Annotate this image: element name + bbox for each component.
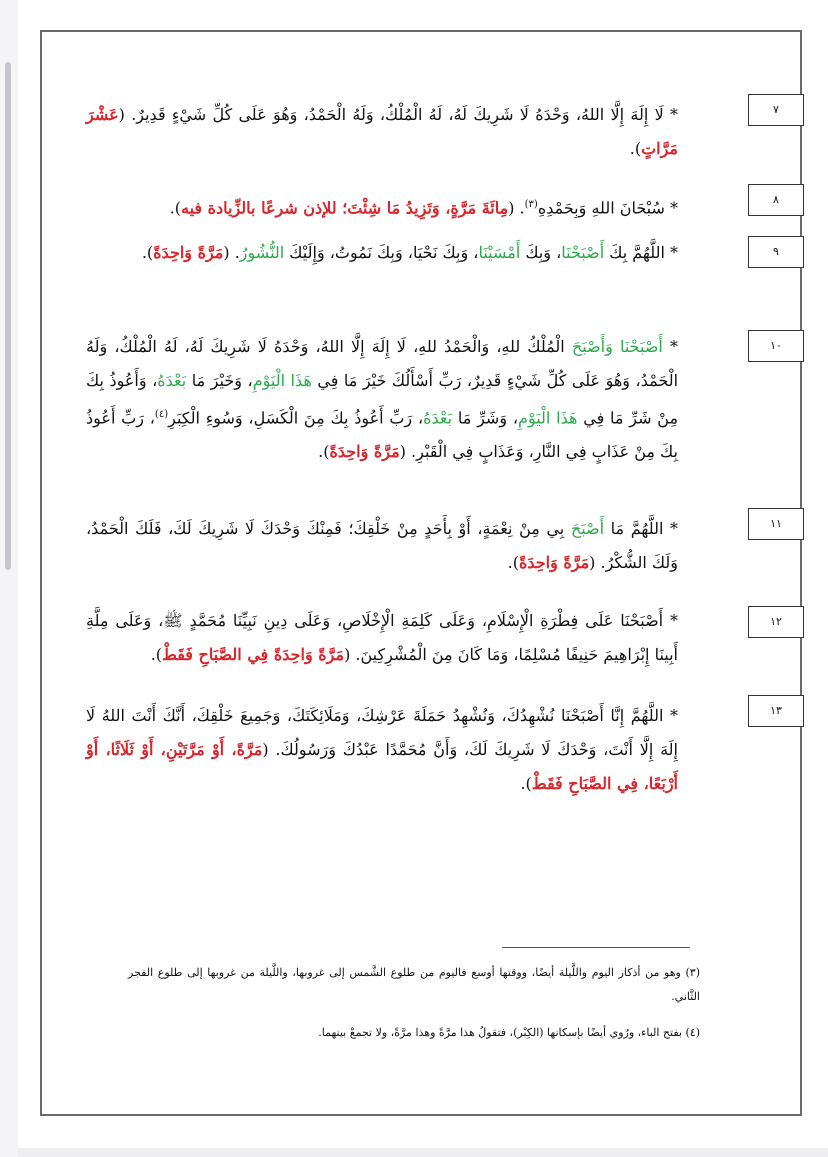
entry-text: * سُبْحَانَ اللهِ وَبِحَمْدِهِ [537,198,678,218]
entry-text: * [662,337,679,356]
entry-number-8: ٨ [748,184,804,216]
entry-text: ، رَبِّ أَعُوذُ بِكَ مِنْ عَذَابٍ فِي النَّارِ، وَعَذَابٍ فِي الْقَبْرِ. ( [86,408,678,462]
entry-number-11: ١١ [748,508,804,540]
entry-number-7: ٧ [748,94,804,126]
repeat-instruction: مَرَّةً وَاحِدَةً [518,553,590,572]
entry-text: الْمُلْكُ للهِ، وَالْحَمْدُ للهِ، لَا إِلَهَ إِلَّا اللهُ، وَحْدَهُ لَا شَرِيكَ لَهُ، لَهُ الْمُلْكُ، وَلَهُ الْحَمْدُ، وَهُوَ عَلَى كُلِّ شَيْءٍ قَدِيرٌ، رَبِّ أَسْأَلُكَ خَيْرَ مَا فِي [86,337,679,390]
scrollbar[interactable] [0,0,18,1157]
entry-text: ). [169,198,181,218]
entry-number-9: ٩ [748,236,804,268]
footnote-ref-3[interactable]: (٣) [524,199,538,210]
entry-text: ). [141,243,154,262]
entry-text: ، وَأَعُوذُ بِكَ مِنْ شَرِّ مَا فِي [86,371,679,428]
entry-text: * أَصْبَحْنَا عَلَى فِطْرَةِ الْإِسْلَامِ، وَعَلَى كَلِمَةِ الْإِخْلَاصِ، وَعَلَى دِينِ نَبِيِّنَا مُحَمَّدٍ ﷺ، وَعَلَى مِلَّةِ أَبِينَا إِبْرَاهِيمَ حَنِيفًا مُسْلِمًا، وَمَا كَانَ مِنَ الْمُشْرِكِينَ. ( [86,611,678,664]
footnote-divider [502,947,690,948]
highlight-word: بَعْدَهُ [423,408,453,428]
footnote-3: (٣) وهو من أذكار اليوم واللَّيلة أيضًا، ووقتها أوسع فاليوم من طلوع الشَّمس إلى غروبها، واللَّيلة من غروبها إلى طلوع الفجر الثَّاني. [128,966,700,1003]
entry-text: ، وَشَرِّ مَا [452,408,519,428]
scrollbar-thumb[interactable] [5,62,11,570]
entry-text: ، رَبِّ أَعُوذُ بِكَ مِنَ الْكَسَلِ، وَسُوءِ الْكِبَرِ [168,408,424,428]
footnote-4: (٤) بفتح الباء، ورُوي أيضًا بإسكانها (الكِبْر)، فتقولُ هذا مرَّةً وهذا مرَّةً، ولا تجمعْ بينهما. [318,1026,700,1039]
entry-10 [86,330,678,469]
highlight-word: أَصْبَحْنَا [561,243,605,262]
entry-text: ). [318,442,330,462]
highlight-word: هَذَا الْيَوْمِ [252,371,312,390]
highlight-word: هَذَا الْيَوْمِ [518,408,578,428]
entry-text: . ( [223,243,240,262]
highlight-word: بَعْدَهُ [157,371,187,390]
entry-text: بِي مِنْ نِعْمَةٍ، أَوْ بِأَحَدٍ مِنْ خَلْقِكَ؛ فَمِنْكَ وَحْدَكَ لَا شَرِيكَ لَكَ، فَلَكَ الْحَمْدُ، وَلَكَ الشُّكْرُ. ( [86,519,678,572]
entry-text: ). [629,139,642,158]
entry-text: ، وَبِكَ نَحْيَا، وَبِكَ نَمُوتُ، وَإِلَيْكَ [284,243,479,262]
entry-text: ). [520,774,532,793]
entry-text: * اللَّهُمَّ إِنَّا أَصْبَحْنَا نُشْهِدُكَ، وَنُشْهِدُ حَمَلَةَ عَرْشِكَ، وَمَلَائِكَتَكَ، وَجَمِيعَ خَلْقِكَ، أَنَّكَ أَنْتَ اللهُ لَا إِلَهَ إِلَّا أَنْتَ، وَحْدَكَ لَا شَرِيكَ لَكَ، وَأَنَّ مُحَمَّدًا عَبْدُكَ وَرَسُولُكَ. ( [86,706,679,759]
footnote-ref-4[interactable]: (٤) [154,409,169,420]
repeat-instruction: عَشْرَ مَرَّاتٍ [86,105,678,158]
entry-text: ). [507,553,519,572]
highlight-word: النُّشُورُ [239,243,285,262]
entry-text: ، وَخَيْرَ مَا [186,371,253,390]
entry-12 [86,604,678,672]
entry-7 [86,98,678,166]
entry-8 [86,188,678,225]
highlight-word: أَصْبَحَ [570,519,605,538]
entry-text: ). [150,645,163,664]
document-page [18,0,828,1148]
repeat-instruction: مَرَّةً، أَوْ مَرَّتَيْنِ، أَوْ ثَلَاثًا، أَوْ أَرْبَعًا، فِي الصَّبَاحِ فَقَطْ [86,740,678,793]
entry-9 [86,236,678,270]
entry-number-10: ١٠ [748,330,804,362]
repeat-instruction: مَرَّةً وَاحِدَةً [329,442,400,462]
repeat-instruction: مِائَةَ مَرَّةٍ، وَتَزِيدُ مَا شِئْتَ؛ للإذن شرعًا بالزِّيادة فيه [181,198,509,218]
entry-text: ، وَبِكَ [520,243,562,262]
entry-text: * اللَّهُمَّ بِكَ [604,243,678,262]
highlight-word: أَمْسَيْنَا [478,243,521,262]
entry-text: * اللَّهُمَّ مَا [604,519,679,538]
highlight-word: أَصْبَحْنَا وَأَصْبَحَ [571,337,663,356]
entry-number-12: ١٢ [748,606,804,638]
entry-text: * لَا إِلَهَ إِلَّا اللهُ، وَحْدَهُ لَا شَرِيكَ لَهُ، لَهُ الْمُلْكُ، وَلَهُ الْحَمْدُ، وَهُوَ عَلَى كُلِّ شَيْءٍ قَدِيرٌ. ( [118,105,678,124]
entry-number-13: ١٣ [748,695,804,727]
repeat-instruction: مَرَّةً وَاحِدَةً [153,243,224,262]
entry-text: . ( [508,198,525,218]
entry-11 [86,512,678,580]
entry-13 [86,699,678,801]
repeat-instruction: مَرَّةً وَاحِدَةً فِي الصَّبَاحِ فَقَطْ [162,645,345,664]
